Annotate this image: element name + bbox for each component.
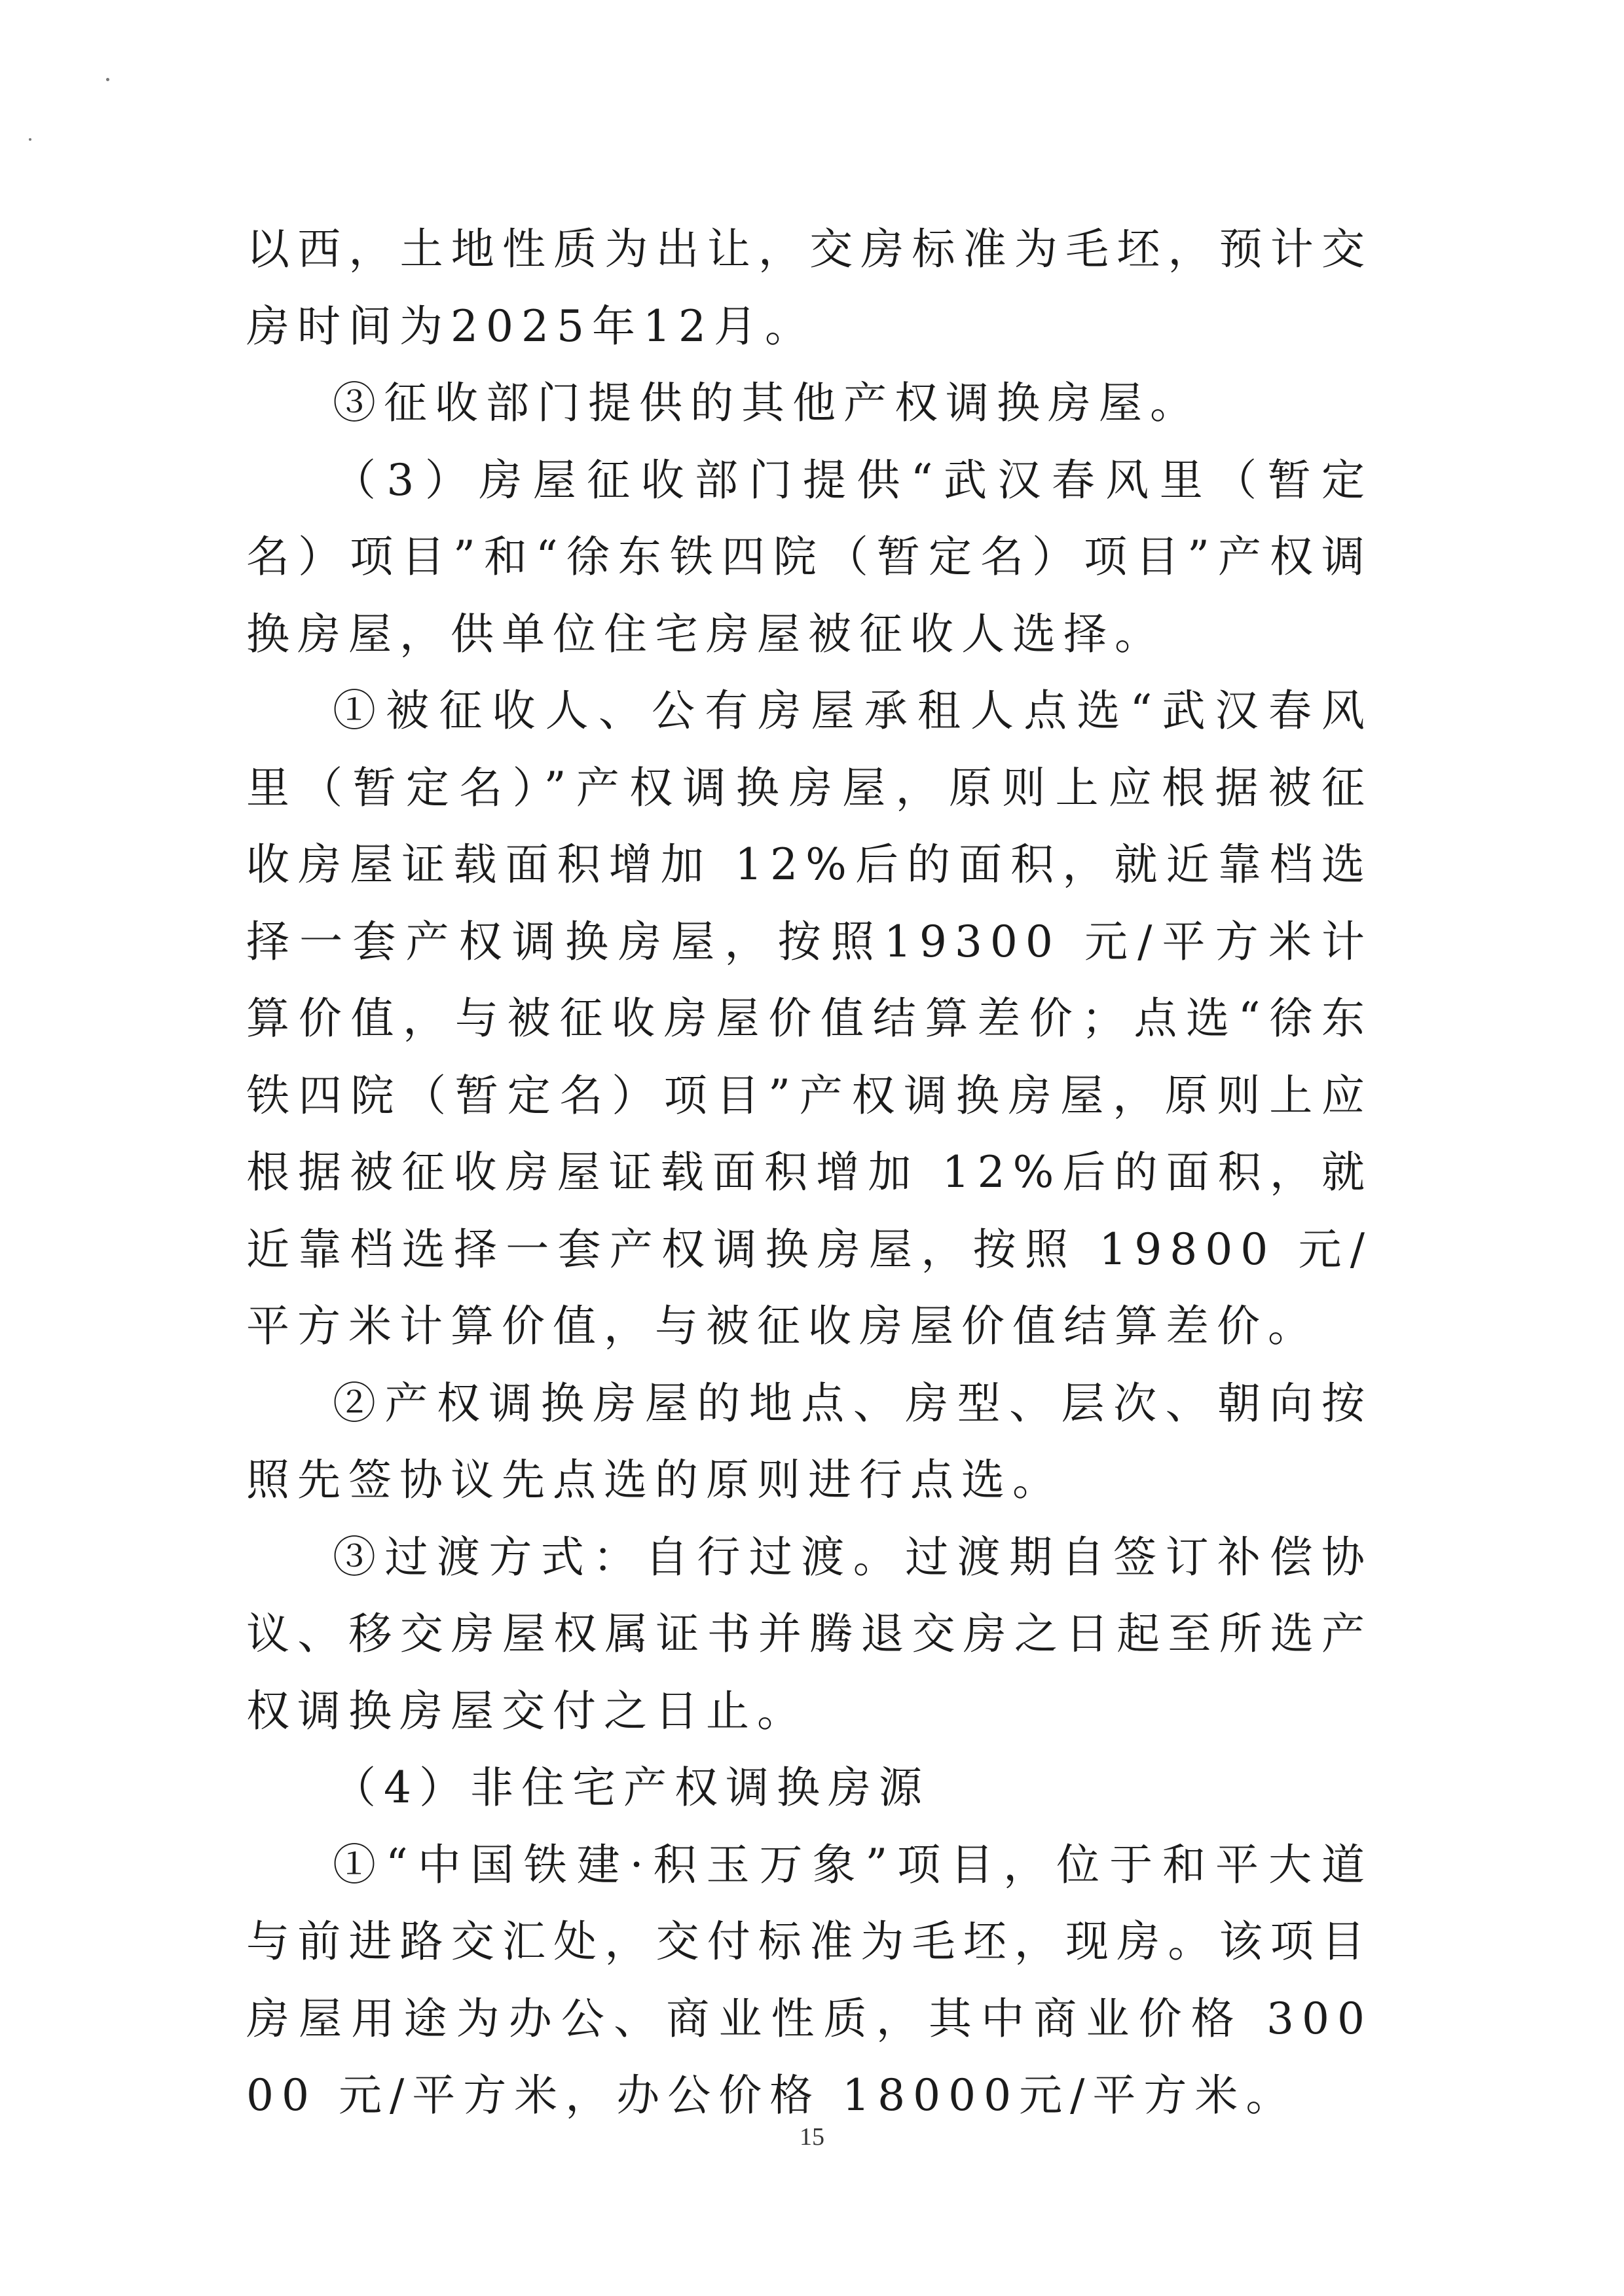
- paragraph: 以西，土地性质为出让，交房标准为毛坯，预计交房时间为2025年12月。: [246, 224, 1373, 352]
- body-text: [246, 211, 1373, 2134]
- paragraph: ②产权调换房屋的地点、房型、层次、朝向按照先签协议先点选的原则进行点选。: [246, 1377, 1373, 1505]
- scan-speck: [29, 138, 31, 141]
- paragraph: （4）非住宅产权调换房源: [333, 1762, 930, 1813]
- page-number: 15: [800, 2123, 824, 2151]
- scan-speck: [106, 78, 109, 81]
- paragraph: ③征收部门提供的其他产权调换房屋。: [333, 378, 1201, 428]
- paragraph: ①被征收人、公有房屋承租人点选“武汉春风里（暂定名）”产权调换房屋，原则上应根据被征收房屋证载面积增加 12%后的面积，就近靠档选择一套产权调换房屋，按照19300 元/平方米计算价值，与被征收房屋价值结算差价；点选“徐东铁四院（暂定名）项目”产权调换房屋，原则上应根据被征收房屋证载面积增加 12%后的面积，就近靠档选择一套产权调换房屋，按照 19800 元/平方米计算价值，与被征收房屋价值结算差价。: [246, 685, 1373, 1351]
- paragraph: ③过渡方式：自行过渡。过渡期自签订补偿协议、移交房屋权属证书并腾退交房之日起至所选产权调换房屋交付之日止。: [246, 1531, 1373, 1736]
- paragraph: ①“中国铁建·积玉万象”项目，位于和平大道与前进路交汇处，交付标准为毛坯，现房。该项目房屋用途为办公、商业性质，其中商业价格 30000 元/平方米，办公价格 18000元/平方米。: [246, 1839, 1373, 2121]
- paragraph: （3）房屋征收部门提供“武汉春风里（暂定名）项目”和“徐东铁四院（暂定名）项目”产权调换房屋，供单位住宅房屋被征收人选择。: [246, 454, 1373, 659]
